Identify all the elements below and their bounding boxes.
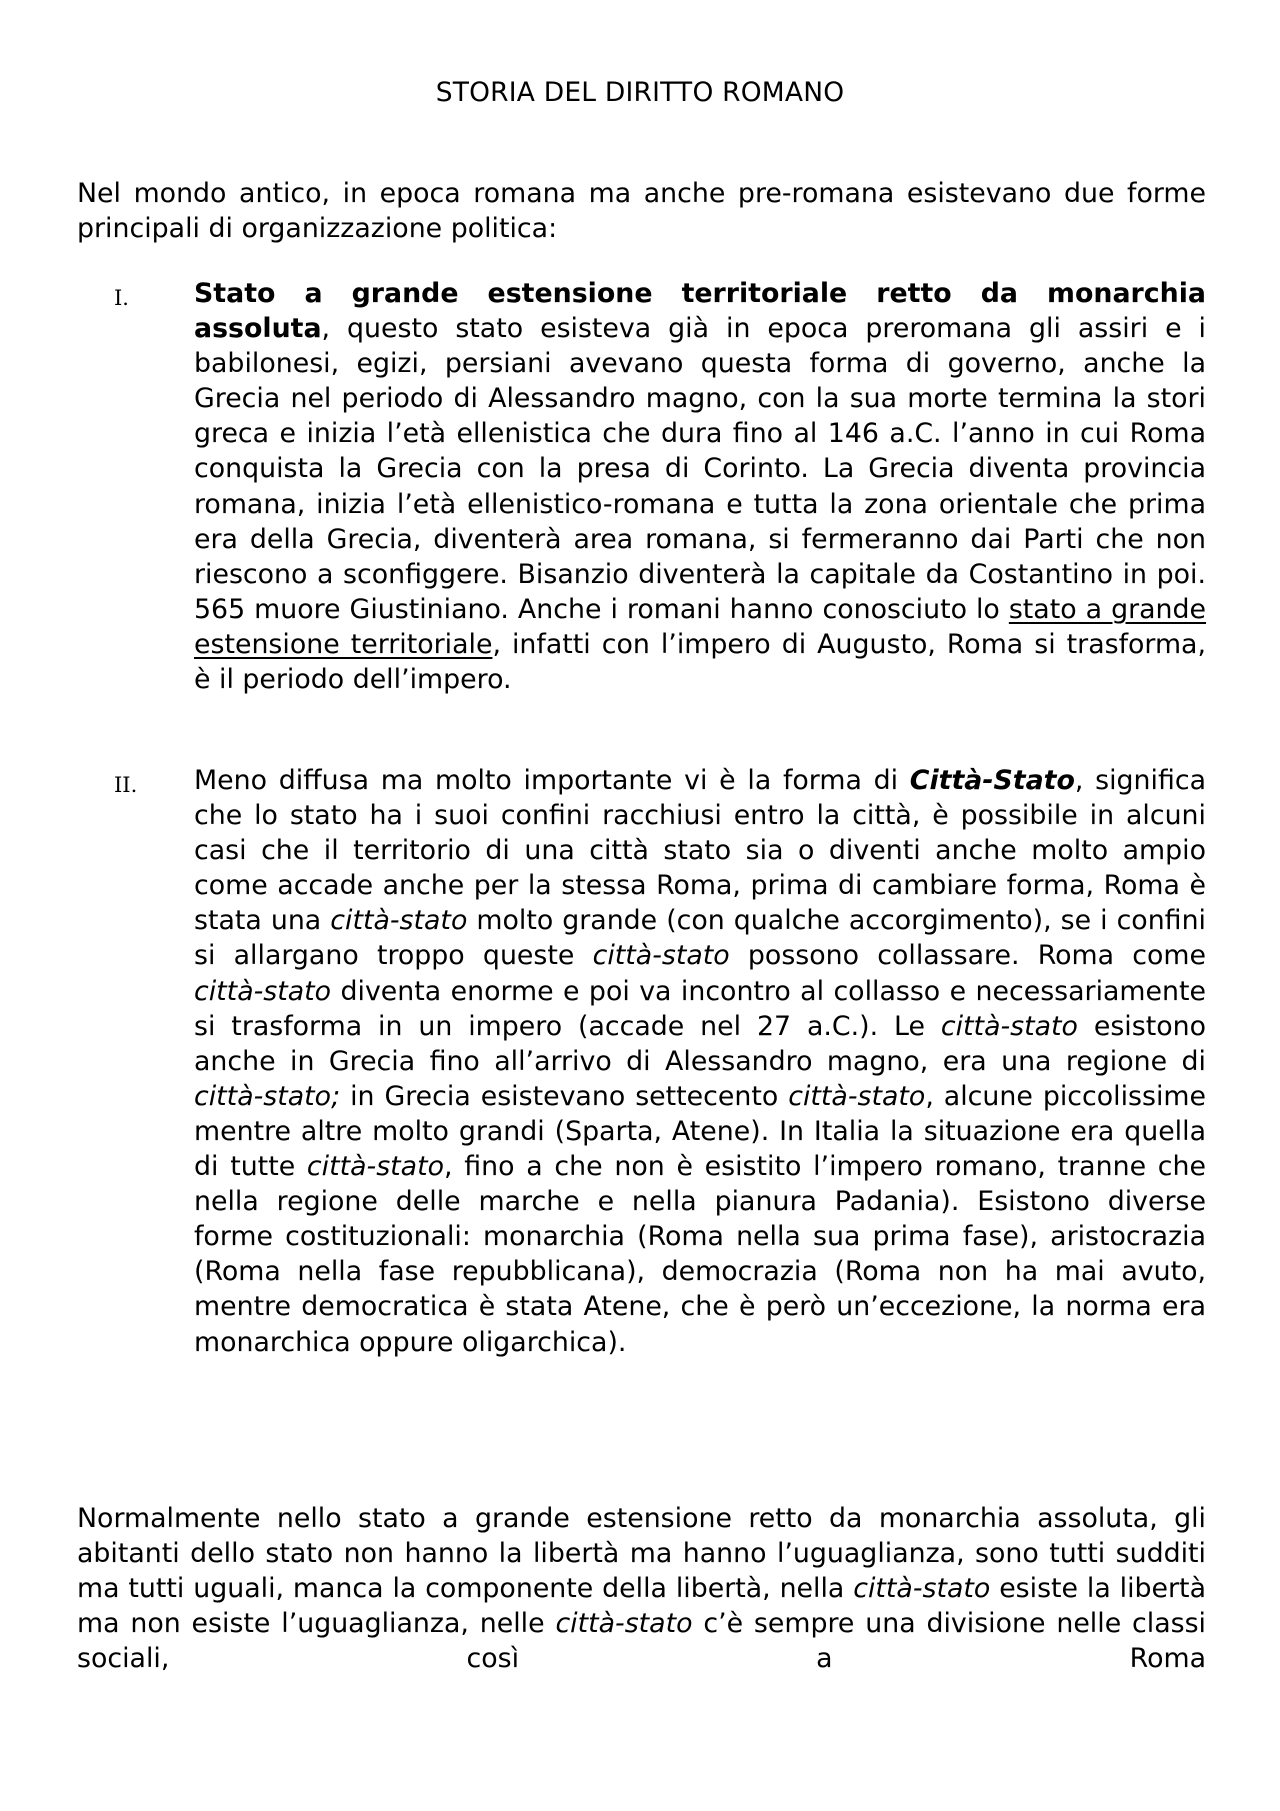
item-1-text-end: , infatti con l’impero di Augusto, Roma si trasforma, è il periodo dell’impero. <box>194 628 1206 696</box>
closing-emphasis: città-stato <box>853 1573 991 1604</box>
item-2-emphasis: città-stato <box>592 940 730 972</box>
item-2-text: molto grande (con qualche accorgimento), se i confini si allargano troppo queste <box>194 905 1206 972</box>
item-2-emphasis: città-stato <box>940 1010 1078 1042</box>
list-item-2 <box>194 763 1206 1360</box>
closing-text: c’è sempre una divisione nelle classi sociali, così a Roma <box>77 1608 1206 1674</box>
item-2-emphasis: città-stato <box>306 1151 444 1183</box>
item-2-emphasis: città-stato; <box>194 1080 341 1112</box>
item-2-emphasis: città-stato <box>330 905 468 937</box>
item-2-text: possono collassare. Roma come <box>729 940 1206 972</box>
page-title: STORIA DEL DIRITTO ROMANO <box>435 77 845 108</box>
item-2-text: , alcune piccolissime mentre altre molto grandi (Sparta, Atene). In Italia la situazione era quella di tutte <box>194 1080 1206 1183</box>
item-2-text: diventa enorme e poi va incontro al collasso e necessariamente si trasforma in un impero (accade nel 27 a.C.). Le <box>194 975 1206 1042</box>
item-2-emphasis: città-stato <box>194 975 332 1007</box>
item-2-text: in Grecia esistevano settecento <box>340 1080 789 1112</box>
item-2-text: , significa che lo stato ha i suoi confini racchiusi entro la città, è possibile in alcuni casi che il territorio di una città stato sia o diventi anche molto ampio come accade anche per la stessa Roma, prima di cambiare forma, Roma è stata una <box>194 765 1206 937</box>
list-marker-1: I. <box>114 286 129 310</box>
closing-paragraph <box>77 1501 1206 1676</box>
closing-emphasis: città-stato <box>555 1608 693 1639</box>
item-2-emphasis: città-stato <box>788 1080 926 1112</box>
list-marker-2: II. <box>114 773 138 797</box>
item-2-text: , fino a che non è esistito l’impero romano, tranne che nella regione delle marche e nella pianura Padania). Esistono diverse forme costituzionali: monarchia (Roma nella sua prima fase), aristocrazia (Roma nella fase repubblicana), democrazia (Roma non ha mai avuto, mentre democratica è stata Atene, che è però un’eccezione, la norma era monarchica oppure oligarchica). <box>194 1151 1206 1358</box>
item-1-text: , questo stato esisteva già in epoca preromana gli assiri e i babilonesi, egizi, persiani avevano questa forma di governo, anche la Grecia nel periodo di Alessandro magno, con la sua morte termina la stori greca e inizia l’età ellenistica che dura fino al 146 a.C. l’anno in cui Roma conquista la Grecia con la presa di Corinto. La Grecia diventa provincia romana, inizia l’età ellenistico-romana e tutta la zona orientale che prima era della Grecia, diventerà area romana, si fermeranno dai Parti che non riescono a sconfiggere. Bisanzio diventerà la capitale da Costantino in poi. 565 muore Giustiniano. Anche i romani hanno conosciuto lo <box>194 313 1206 625</box>
list-item-1 <box>194 276 1206 697</box>
closing-text: Normalmente nello stato a grande estensione retto da monarchia assoluta, gli abitanti dello stato non hanno la libertà ma hanno l’uguaglianza, sono tutti sudditi ma tutti uguali, manca la componente della libertà, nella <box>77 1503 1206 1604</box>
intro-paragraph: Nel mondo antico, in epoca romana ma anche pre-romana esistevano due forme principali di organizzazione politica: <box>77 178 1206 244</box>
item-2-text: Meno diffusa ma molto importante vi è la forma di <box>194 765 910 796</box>
item-2-text: esistono anche in Grecia fino all’arrivo di Alessandro magno, era una regione di <box>194 1010 1206 1077</box>
item-1-bold-lead: Stato a grande estensione territoriale retto da monarchia assoluta <box>194 278 1206 345</box>
closing-text: esiste la libertà ma non esiste l’uguaglianza, nelle <box>77 1573 1206 1639</box>
item-2-emphasis: Città-Stato <box>909 765 1075 796</box>
item-1-underlined: stato a grande estensione territoriale <box>194 593 1206 660</box>
